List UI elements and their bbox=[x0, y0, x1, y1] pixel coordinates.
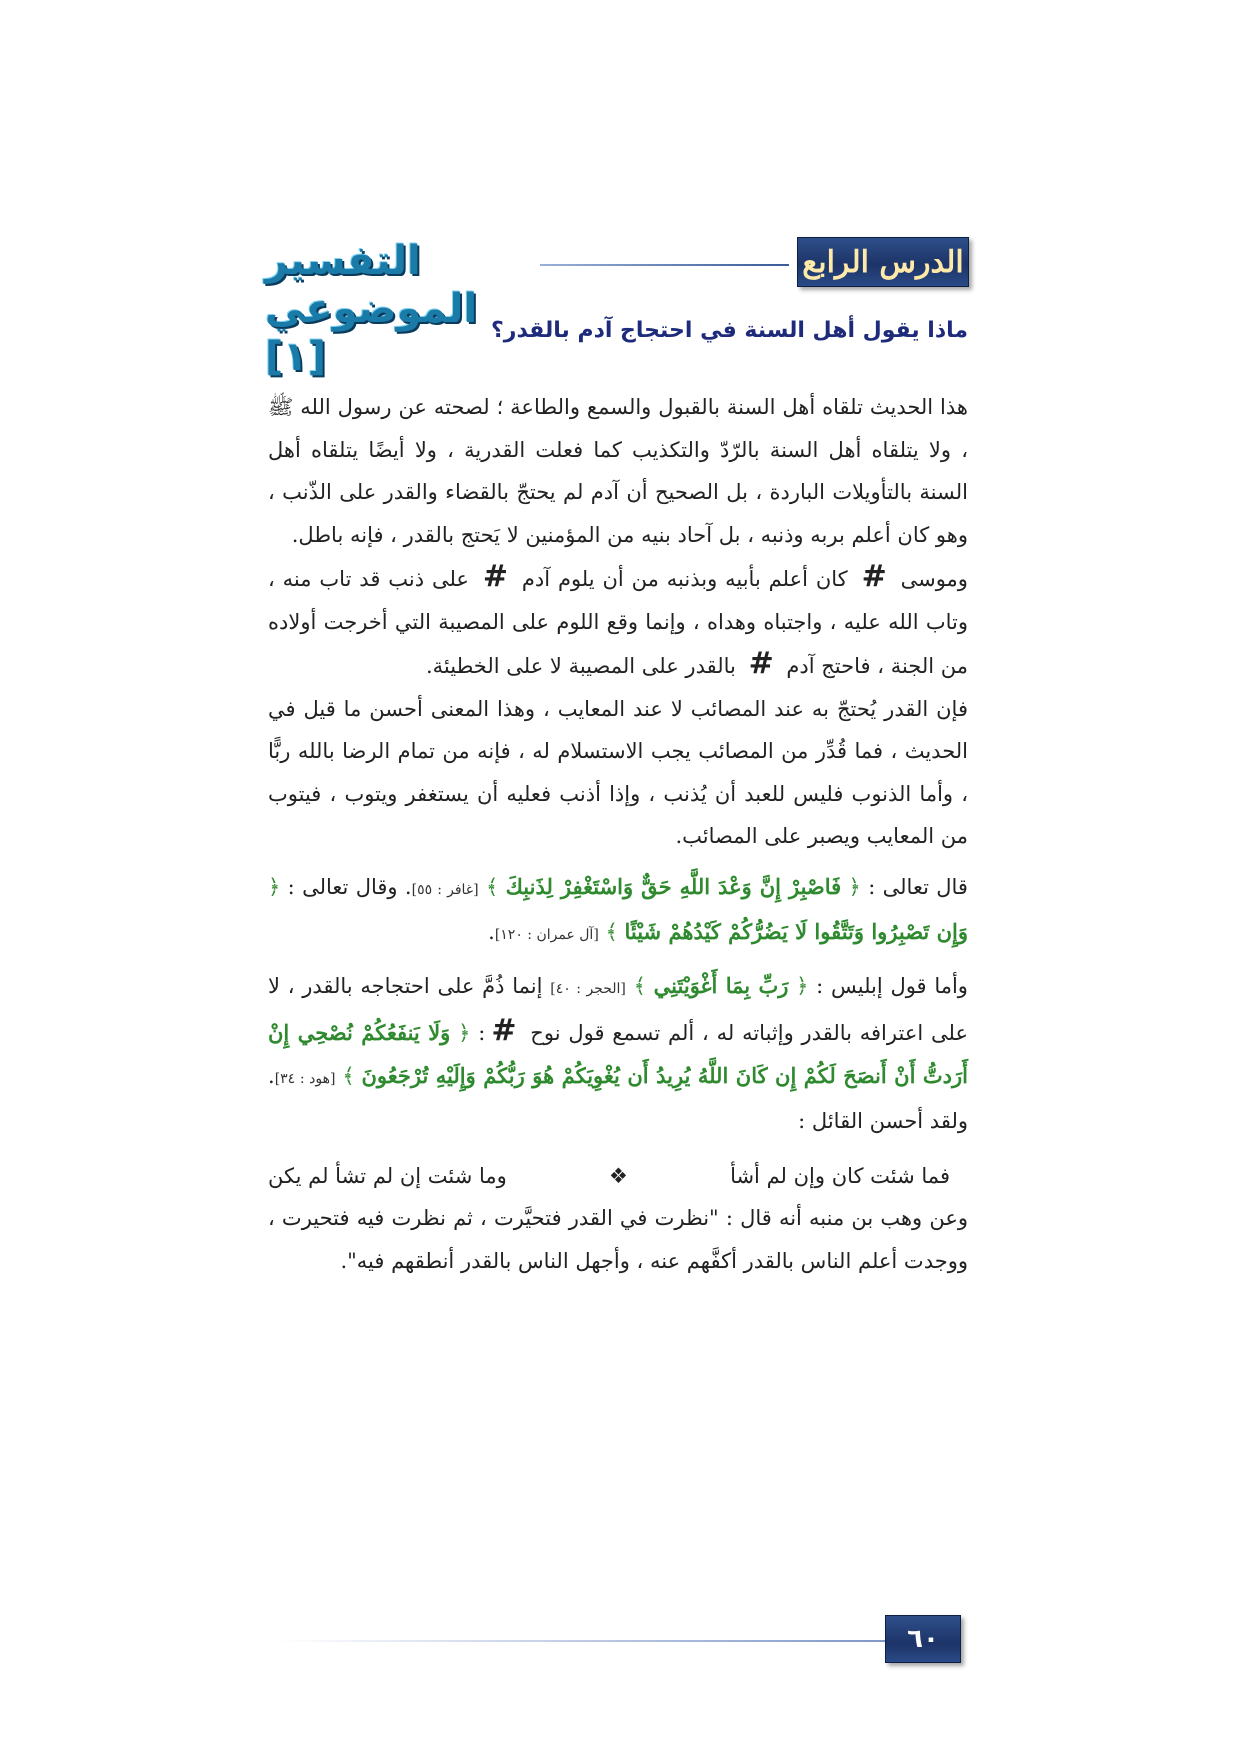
quran-bracket-open-icon: ﴿ bbox=[268, 874, 281, 899]
poem-separator-icon: ❖ bbox=[609, 1163, 628, 1188]
verse-reference: [آل عمران : ١٢٠] bbox=[494, 927, 599, 943]
quran-verse: رَبِّ بِمَا أَغْوَيْتَنِي bbox=[653, 972, 789, 998]
paragraph-4: قال تعالى : ﴿ فَاصْبِرْ إِنَّ وَعْدَ اللَّهِ حَقٌّ وَاسْتَغْفِرْ لِذَنبِكَ ﴾ [غافر : ٥٥]. وقال تعالى : ﴿ وَإِن تَصْبِرُوا وَتَتَّقُوا لَا يَضُرُّكُمْ كَيْدُهُمْ شَيْئًا ﴾ [آل عمران : ١٢٠]. bbox=[268, 873, 968, 944]
book-title: التفسير الموضوعي [١] bbox=[265, 238, 478, 380]
paragraph-3: فإن القدر يُحتجّ به عند المصائب لا عند المعايب ، وهذا المعنى أحسن ما قيل في الحديث ، فما قُدِّر من المصائب يجب الاستسلام له ، فإنه من تمام الرضا بالله ربًّا ، وأما الذنوب فليس للعبد أن يُذنب ، وإذا أذنب فعليه أن يستغفر ويتوب ، فيتوب من المعايب ويصبر على المصائب. bbox=[268, 696, 968, 848]
verse-reference: [هود : ٣٤] bbox=[274, 1070, 336, 1087]
poem-verse bbox=[268, 1155, 968, 1198]
page-number: ٦٠ bbox=[885, 1615, 961, 1663]
paragraph-5: وأما قول إبليس : ﴿ رَبِّ بِمَا أَغْوَيْتَنِي ﴾ [الحجر : ٤٠] إنما ذُمَّ على احتجاجه بالقدر ، لا على اعترافه بالقدر وإثباته له ، ألم تسمع قول نوح #: ﴿ وَلَا يَنفَعُكُمْ نُصْحِي إِنْ أَرَدتُّ أَنْ أَنصَحَ لَكُمْ إِن كَانَ اللَّهُ يُرِيدُ أَن يُغْوِيَكُمْ هُوَ رَبُّكُمْ وَإِلَيْهِ تُرْجَعُونَ ﴾ [هود : ٣٤]. ولقد أحسن القائل : bbox=[268, 972, 968, 1133]
verse-reference: [غافر : ٥٥] bbox=[411, 881, 479, 898]
quran-verse: فَاصْبِرْ إِنَّ وَعْدَ اللَّهِ حَقٌّ وَاسْتَغْفِرْ لِذَنبِكَ bbox=[505, 873, 842, 899]
verse-reference: [الحجر : ٤٠] bbox=[550, 980, 626, 997]
paragraph-1: هذا الحديث تلقاه أهل السنة بالقبول والسمع والطاعة ؛ لصحته عن رسول الله ﷺ ، ولا يتلقاه أهل السنة بالرّدّ والتكذيب كما فعلت القدرية ، ولا أيضًا يتلقاه أهل السنة بالتأويلات الباردة ، بل الصحيح أن آدم لم يحتجّ بالقضاء والقدر على الذّنب ، وهو كان أعلم بربه وذنبه ، بل آحاد بنيه من المؤمنين لا يَحتج بالقدر ، فإنه باطل. bbox=[268, 395, 968, 547]
quran-bracket-close-icon: ﴾ bbox=[633, 973, 646, 998]
hash-symbol: # bbox=[861, 559, 887, 594]
quran-bracket-close-icon: ﴾ bbox=[342, 1063, 355, 1088]
hash-symbol: # bbox=[491, 1013, 517, 1048]
quran-bracket-close-icon: ﴾ bbox=[605, 920, 618, 944]
quran-verse: وَإِن تَصْبِرُوا وَتَتَّقُوا لَا يَضُرُّكُمْ كَيْدُهُمْ شَيْئًا bbox=[624, 919, 968, 944]
paragraph-2: وموسى # كان أعلم بأبيه وبذنبه من أن يلوم آدم # على ذنب قد تاب منه ، وتاب الله عليه ، واجتباه وهداه ، وإنما وقع اللوم على المصيبة التي أخرجت أولاده من الجنة ، فاحتج آدم # بالقدر على المصيبة لا على الخطيئة. bbox=[268, 559, 968, 681]
quran-bracket-open-icon: ﴿ bbox=[848, 874, 861, 899]
hash-symbol: # bbox=[748, 646, 774, 681]
lesson-label: الدرس الرابع bbox=[797, 237, 969, 287]
poem-hemistich-right: فما شئت كان وإن لم أشأ bbox=[730, 1163, 950, 1188]
quran-bracket-close-icon: ﴾ bbox=[485, 874, 499, 899]
quran-bracket-open-icon: ﴿ bbox=[796, 973, 809, 998]
paragraph-6: وعن وهب بن منبه أنه قال : "نظرت في القدر فتحيَّرت ، ثم نظرت فيه فتحيرت ، ووجدت أعلم الناس بالقدر أكفَّهم عنه ، وأجهل الناس بالقدر أنطقهم فيه". bbox=[268, 1206, 968, 1273]
footer-divider bbox=[275, 1640, 885, 1642]
quran-bracket-open-icon: ﴿ bbox=[458, 1021, 471, 1045]
hash-symbol: # bbox=[482, 559, 508, 594]
header-divider bbox=[540, 264, 789, 266]
section-question: ماذا يقول أهل السنة في احتجاج آدم بالقدر؟ bbox=[491, 318, 968, 343]
poem-hemistich-left: وما شئت إن لم تشأ لم يكن bbox=[268, 1163, 507, 1188]
quran-verse: وَلَا يَنفَعُكُمْ نُصْحِي إِنْ أَرَدتُّ أَنْ أَنصَحَ لَكُمْ إِن كَانَ اللَّهُ يُرِيدُ أَن يُغْوِيَكُمْ هُوَ رَبُّكُمْ وَإِلَيْهِ تُرْجَعُونَ bbox=[268, 1020, 968, 1088]
body-text bbox=[268, 386, 968, 1282]
